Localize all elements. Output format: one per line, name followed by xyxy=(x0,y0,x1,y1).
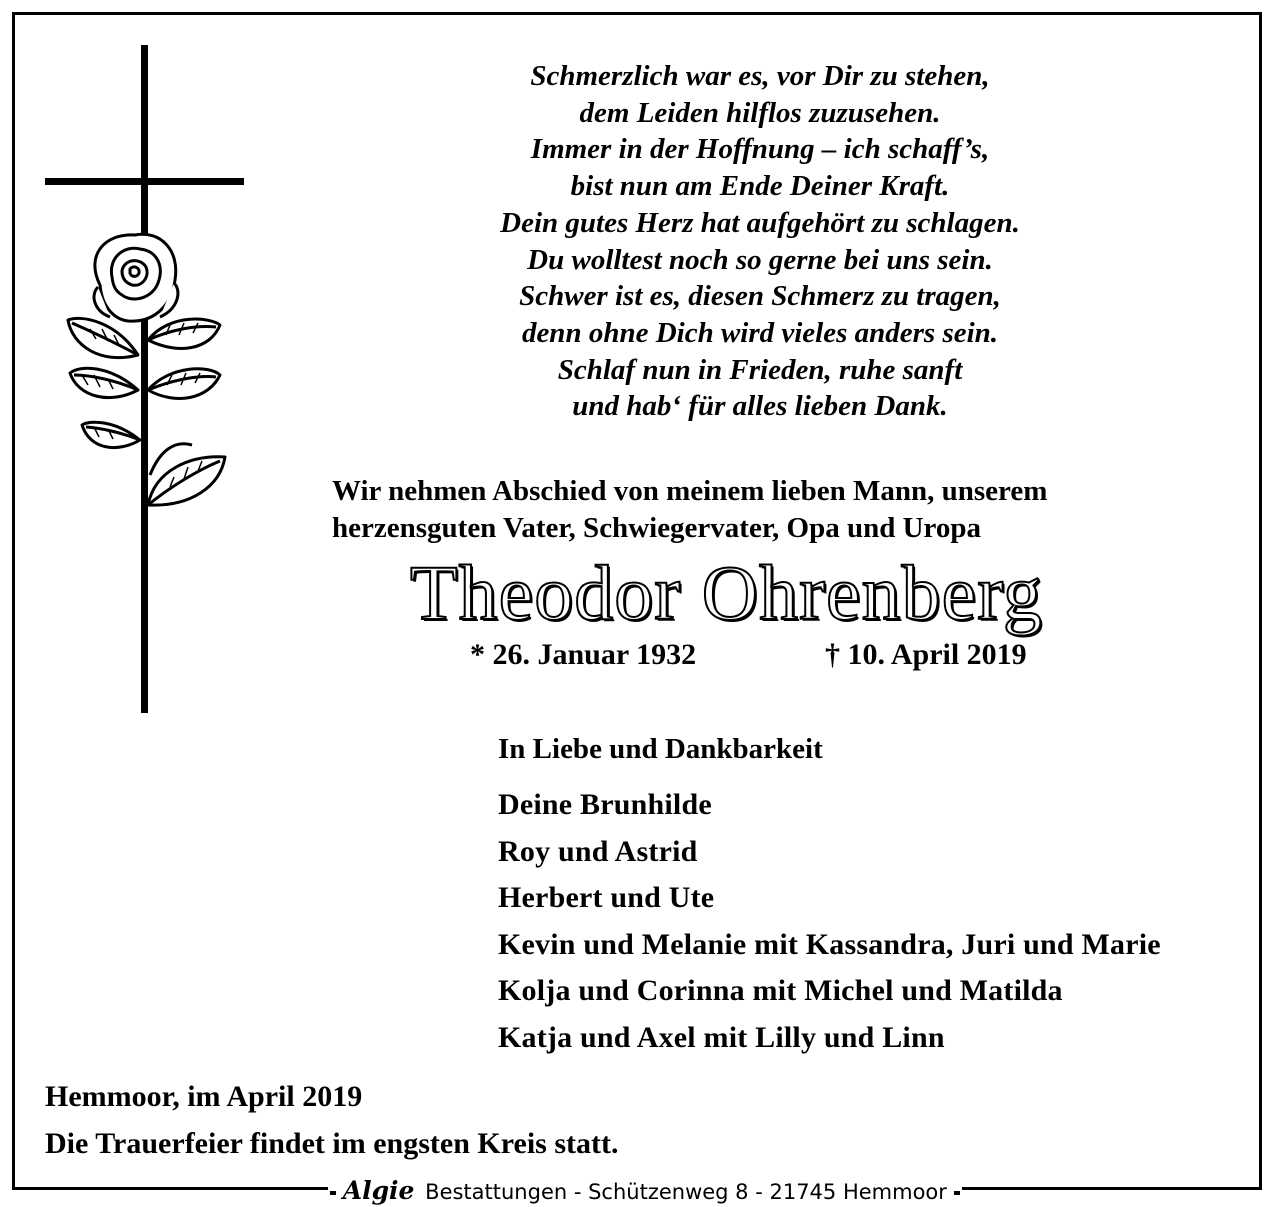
poem-line: denn ohne Dich wird vieles anders sein. xyxy=(521,316,999,349)
poem xyxy=(440,58,1080,425)
family-member: Deine Brunhilde xyxy=(498,788,712,821)
farewell-intro xyxy=(332,473,1232,547)
cross-bar xyxy=(45,178,244,185)
rose-icon xyxy=(60,225,240,555)
family-member: Kolja und Corinna mit Michel und Matilda xyxy=(498,974,1063,1008)
poem-line: Schlaf nun in Frieden, ruhe sanft xyxy=(557,353,963,386)
funeral-home-logo: Algie xyxy=(342,1176,415,1205)
place-date: Hemmoor, im April 2019 xyxy=(45,1080,363,1113)
footer-rule xyxy=(954,1191,960,1195)
funeral-home-footer xyxy=(328,1176,962,1206)
poem-line: Immer in der Hoffnung – ich schaff’s, xyxy=(530,133,990,166)
family-member: Katja und Axel mit Lilly und Linn xyxy=(498,1020,945,1054)
intro-line: herzensguten Vater, Schwiegervater, Opa und Uropa xyxy=(332,512,982,544)
funeral-home-address: Bestattungen - Schützenweg 8 - 21745 Hemmoor xyxy=(425,1180,947,1204)
deceased-name: Theodor Ohrenberg xyxy=(410,549,1043,636)
family-list xyxy=(498,782,1161,1062)
poem-line: und hab‘ für alles lieben Dank. xyxy=(572,390,948,423)
poem-line: dem Leiden hilflos zuzusehen. xyxy=(579,96,941,129)
intro-line: Wir nehmen Abschied von meinem lieben Mann, unserem xyxy=(332,475,1048,507)
family-member: Kevin und Melanie mit Kassandra, Juri und Marie xyxy=(498,927,1161,961)
poem-line: Schwer ist es, diesen Schmerz zu tragen, xyxy=(519,280,1001,313)
family-member: Roy und Astrid xyxy=(498,834,698,868)
ceremony-note: Die Trauerfeier findet im engsten Kreis statt. xyxy=(45,1127,619,1160)
family-member: Herbert und Ute xyxy=(498,881,715,915)
poem-line: Dein gutes Herz hat aufgehört zu schlagen. xyxy=(500,206,1020,239)
poem-line: Schmerzlich war es, vor Dir zu stehen, xyxy=(530,60,990,92)
birth-date: * 26. Januar 1932 xyxy=(470,638,697,671)
dankbarkeit-line: In Liebe und Dankbarkeit xyxy=(498,733,823,765)
poem-line: bist nun am Ende Deiner Kraft. xyxy=(570,170,950,203)
death-date: † 10. April 2019 xyxy=(825,638,1027,671)
poem-line: Du wolltest noch so gerne bei uns sein. xyxy=(527,243,993,276)
footer-rule xyxy=(330,1191,336,1195)
